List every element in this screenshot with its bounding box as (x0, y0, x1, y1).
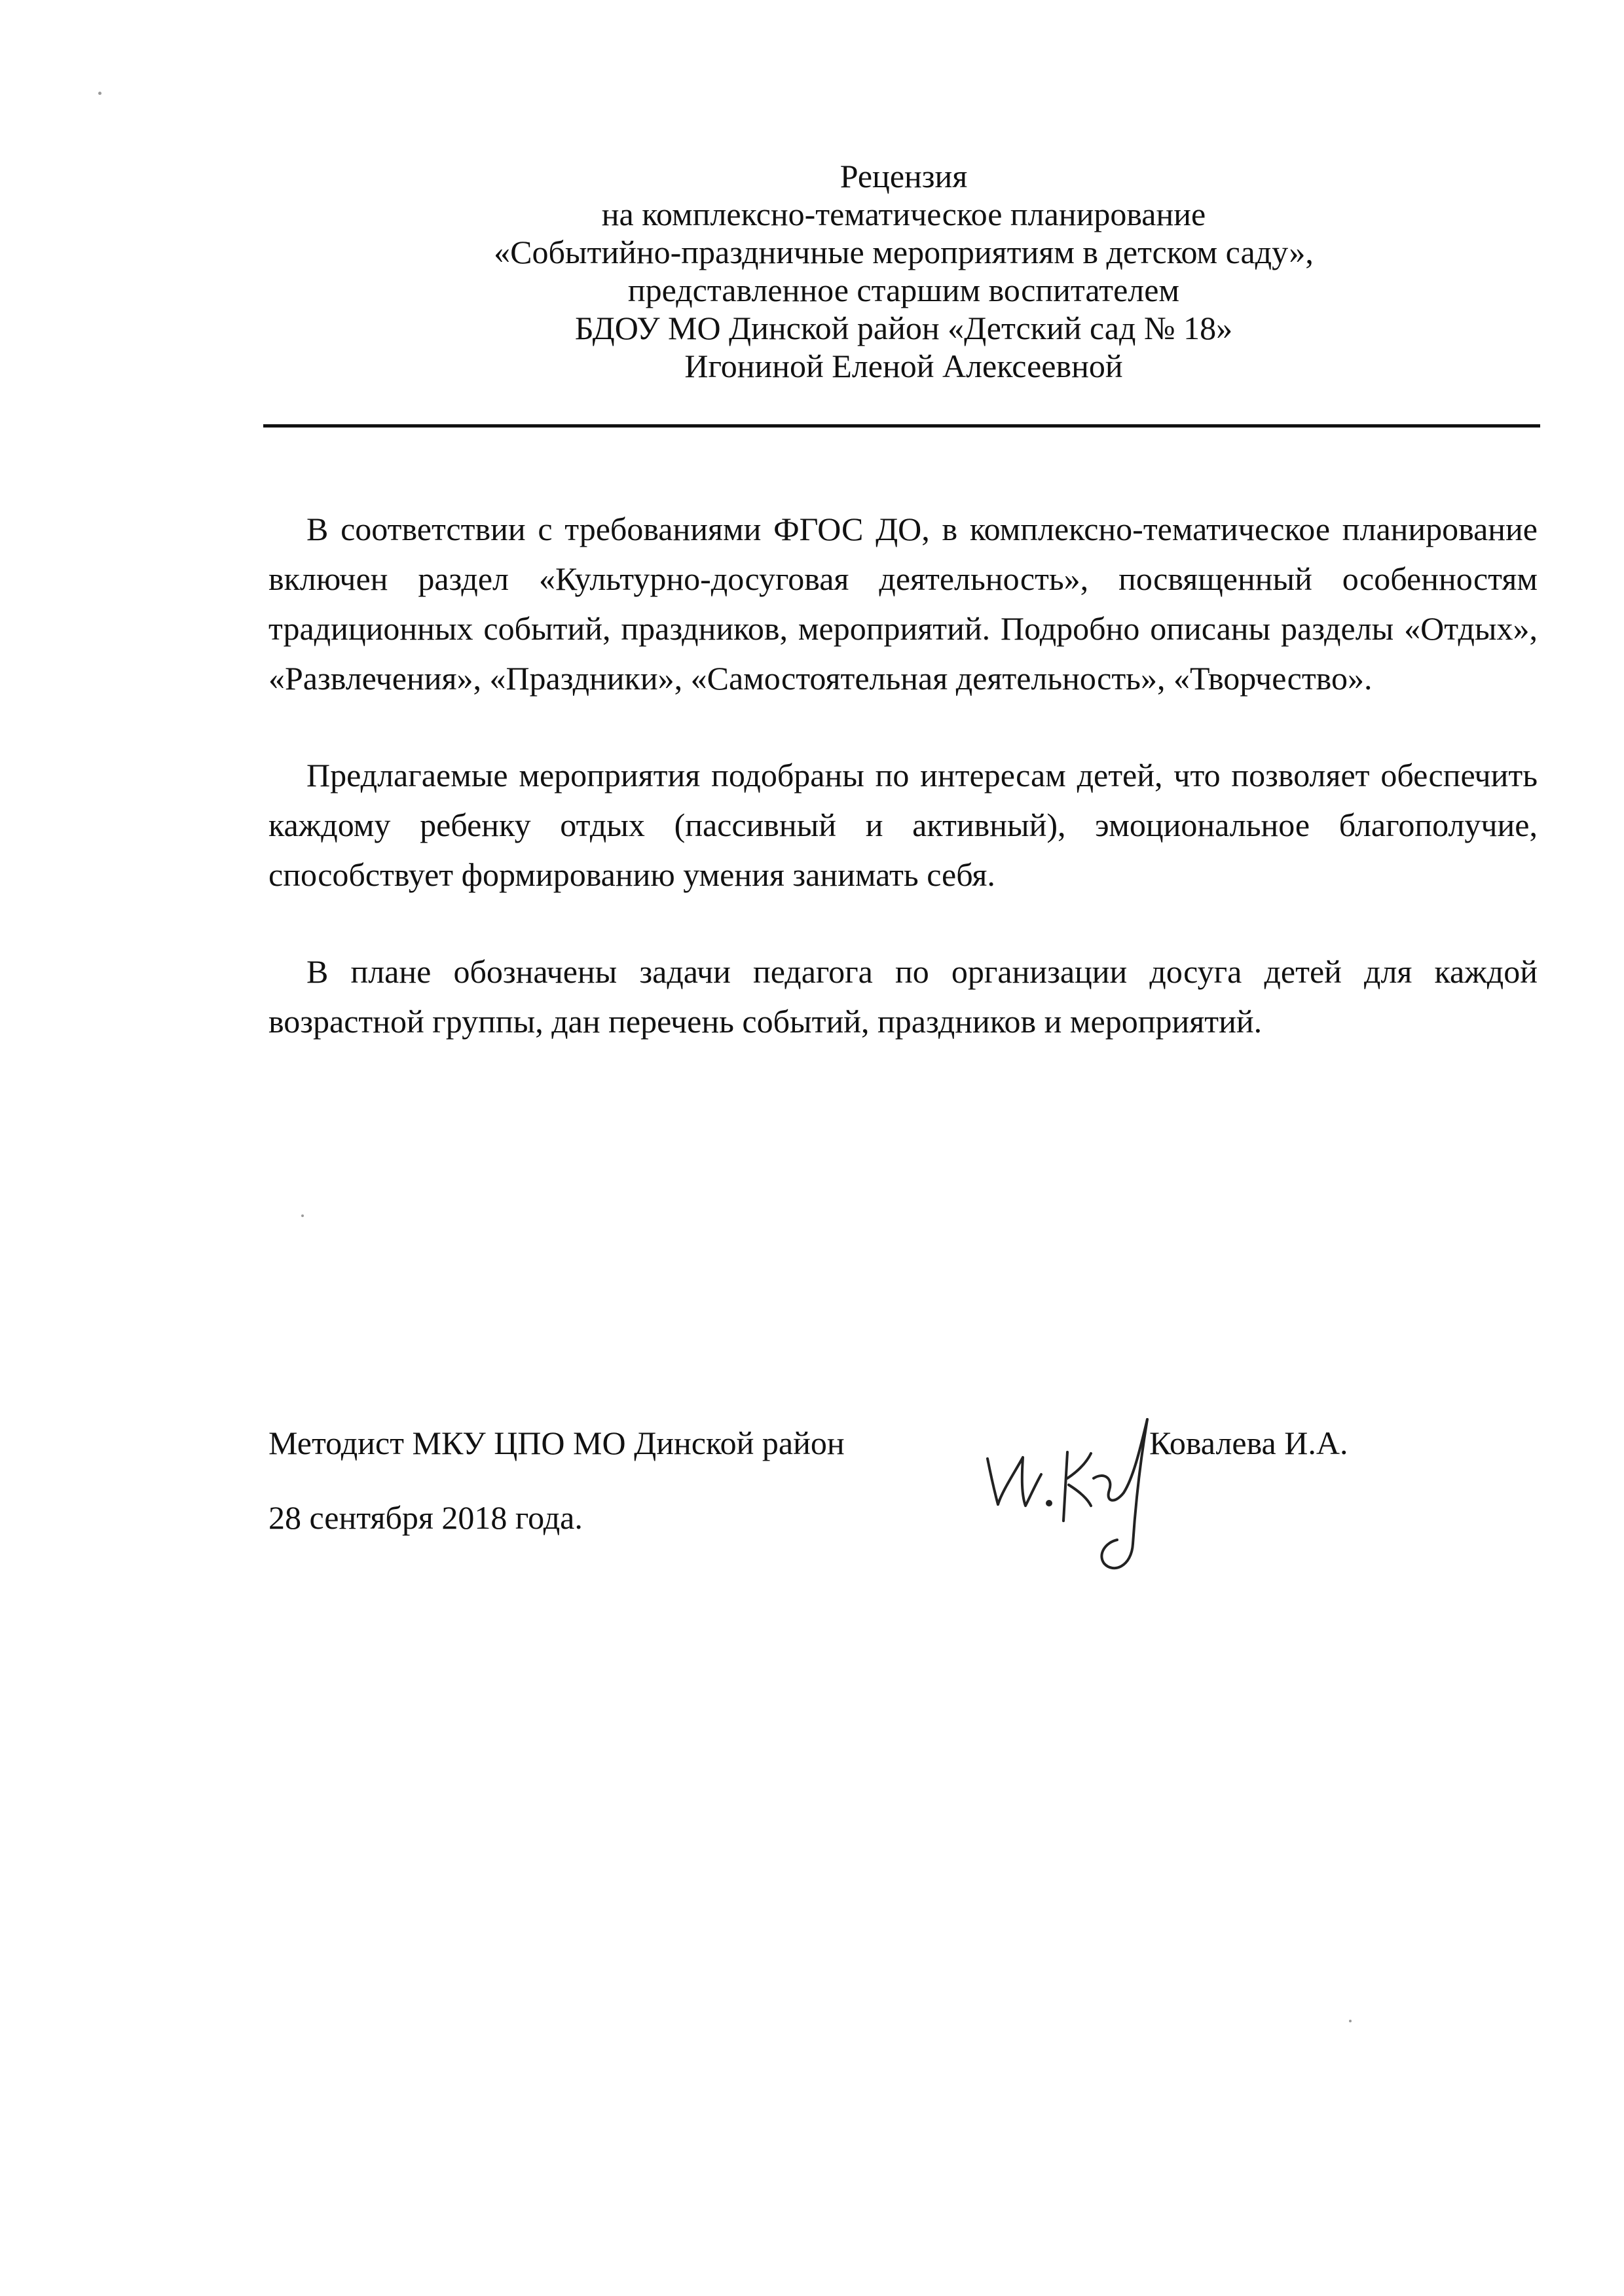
scan-speck (1349, 2020, 1352, 2022)
presenter-role: представленное старшим воспитателем (627, 272, 1180, 308)
scan-speck (301, 1214, 304, 1217)
author-name: Игониной Еленой Алексеевной (684, 348, 1123, 384)
signer-name: Ковалева И.А. (1149, 1425, 1348, 1461)
handwritten-signature (976, 1380, 1192, 1583)
header-divider (263, 424, 1540, 428)
review-title: Рецензия (840, 158, 968, 194)
program-title: «Событийно-праздничные мероприятиям в детском саду», (494, 234, 1314, 270)
paragraph-2: Предлагаемые мероприятия подобраны по интересам детей, что позволяет обеспечить каждому ребенку отдых (пассивный и активный), эмоциональное благополучие, способствует формированию умения занимать себя. (268, 757, 1538, 893)
scan-speck (98, 92, 101, 95)
signature-block (268, 1406, 1545, 1485)
institution-name: БДОУ МО Динской район «Детский сад № 18» (574, 310, 1233, 346)
paragraph-3: В плане обозначены задачи педагога по организации досуга детей для каждой возрастной группы, дан перечень событий, праздников и мероприятий. (268, 953, 1538, 1040)
document-header (262, 157, 1545, 385)
review-body (268, 504, 1538, 1093)
paragraph-1: В соответствии с требованиями ФГОС ДО, в комплексно-тематическое планирование включен раздел «Культурно-досуговая деятельность», посвященный особенностям традиционных событий, праздников, мероприятий. Подробно описаны разделы «Отдых», «Развлечения», «Праздники», «Самостоятельная деятельность», «Творчество». (268, 511, 1538, 697)
review-subject: на комплексно-тематическое планирование (601, 196, 1206, 232)
signer-position: Методист МКУ ЦПО МО Динской район (268, 1425, 845, 1461)
document-date: 28 сентября 2018 года. (268, 1499, 583, 1536)
